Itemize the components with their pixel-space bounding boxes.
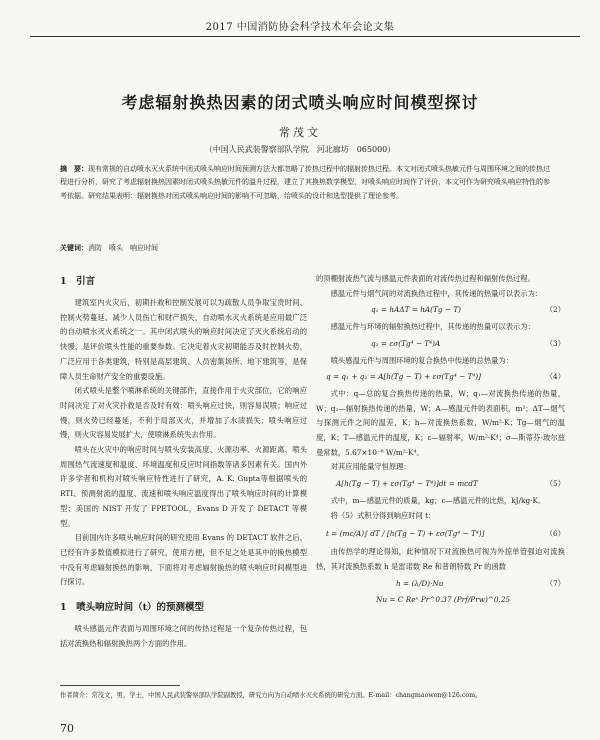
definitions-paragraph: 式中：q—总的复合换热传递的热量，W；q₁—对流换热传递的热量，W；q₂—辐射换热传递的热量，W；A—感温元件的表面积，m²；ΔT—烟气与探测元件之间的温差，K；h—对流换热系数，W/m²·K；Tg—烟气的温度，K；T—感温元件的温度，K；ε—辐射率，W/m²·K⁴；σ—斯蒂芬-玻尔兹曼常数，5.67×10⁻⁸ W/m²·K⁴。 (316, 388, 565, 457)
equation-text: h = (λ/D)·Nu (396, 578, 444, 588)
body-paragraph: 感温元件与烟气间的对流换热过程中，其传递的热量可以表示为： (330, 288, 543, 298)
section-heading-model: 1 喷头响应时间（t）的预测模型 (60, 602, 204, 614)
body-paragraph: 喷头感温元件与周围环境的复合换热中传递的总热量为： (330, 355, 514, 365)
equation-8 (316, 593, 565, 608)
body-paragraph: 感温元件与环境的辐射换热过程中，其传递的热量可以表示为： (330, 322, 535, 332)
equation-number: （7） (545, 578, 565, 588)
body-paragraph: 对其应用能量守恒原理： (330, 462, 411, 472)
section-heading-intro: 1 引言 (60, 276, 96, 287)
body-paragraph: 式中，m—感温元件的质量，kg；c—感温元件的比热，kJ/kg·K。 (330, 495, 546, 505)
intro-paragraph: 建筑室内火灾后，初期扑救和控制发展可以为疏散人员争取宝贵时间、控制火势蔓延、减少人员伤亡和财产损失，自动喷水灭火系统是应用最广泛的自动喷水灭火系统之一。其中闭式喷头的响应时间决定了灭火系统启动的快慢，是评价喷头性能的重要参数。它决定着火灾初期能否及时控制火势，广泛应用于各类建筑，特别是高层建筑、人员密集场所、地下建筑等，是保障人员生命财产安全的重要设施。 (60, 298, 307, 381)
equation-4 (316, 370, 565, 385)
left-column (60, 272, 307, 651)
running-header: 2017 中国消防协会科学技术年会论文集 (205, 22, 395, 33)
abstract (60, 162, 550, 203)
intro-paragraph: 喷头在火灾中的响应时间与喷头安装高度、火源功率、火源距离、喷头周围热气流速度和温度、环境温度和反应时间指数等诸多因素有关。国内外许多学者和机构对喷头响应特性进行了研究，A. K. Gupta等根据喷头的RTI、预测射流的温度、流速和喷头响应温度得出了喷头响应时间的计算模型；美国的 NIST 开发了 FPETOOL，Evans D 开发了 DETACT 等模型。 (60, 445, 307, 528)
intro-paragraph: 目前国内许多喷头响应时间的研究使用 Evans 的 DETACT 软件之后，已经有许多数值模拟进行了研究，使用方便，但不足之处是其中的换热模型中没有考虑辐射换热的影响，下面将对考虑辐射换热的喷头响应时间模型进行探讨。 (60, 533, 307, 587)
body-paragraph: 将（5）式积分得到响应时间 t： (330, 510, 436, 520)
right-column (316, 272, 565, 610)
abstract-label: 摘 要： (60, 164, 88, 173)
equation-number: （5） (545, 479, 565, 489)
body-paragraph: 的顶棚射流热气流与感温元件表面的对流传热过程和辐射传热过程。 (316, 274, 535, 283)
keywords-text: 消防 喷头 响应时间 (88, 244, 158, 252)
equation-text: q = q₁ + q₂ = A[h(Tg − T) + εσ(Tg⁴ − T⁴)] (326, 372, 481, 382)
abstract-text: 现有常规的自动喷水灭火系统中闭式喷头响应时间预测方法大都忽略了传热过程中的辐射传热过程。本文对闭式喷头热敏元件与周围环境之间的传热过程进行分析，研究了考虑辐射换热因素时闭式喷头热敏元件的温升过程，建立了其换热数学模型，对喷头响应时间作了评价，本文可作为研究喷头响应特性的参考依据。研究结果表明：辐射换热对闭式喷头响应时间的影响不可忽略，给喷头的设计和选型提供了理论参考。 (60, 165, 550, 200)
author-name: 常茂文 (279, 126, 321, 139)
equation-number: （2） (545, 305, 565, 315)
footnote-rule (60, 685, 180, 686)
keywords-label: 关键词： (60, 243, 88, 252)
header-rule (30, 36, 580, 37)
paper-title: 考虑辐射换热因素的闭式喷头响应时间模型探讨 (121, 93, 479, 112)
equation-number: （4） (545, 372, 565, 382)
equation-text: q₁ = hAΔT = hA(Tg − T) (371, 305, 462, 315)
equation-text: q₂ = εσ(Tg⁴ − T⁴)A (371, 338, 441, 348)
equation-5 (316, 477, 565, 492)
equation-number: （3） (545, 338, 565, 348)
equation-7 (316, 577, 565, 592)
equation-number: （6） (545, 529, 565, 539)
equation-text: t = (mc/A)∫ dT / [h(Tg − T) + εσ(Tg⁴ − T⁴)] (326, 529, 485, 539)
intro-paragraph: 闭式喷头是整个喷淋系统的关键部件，直接作用于火灾部位，它的响应时间决定了对火灾扑救是否及时有效：喷头响应过快，则容易误喷；响应过慢，则火势已经蔓延，不利于局部灭火，并增加了水渍损失；喷头响应过慢，则火灾容易发展扩大，使喷淋系统失去作用。 (60, 386, 307, 440)
body-paragraph: 由传热学的理论得知，此种情况下对流换热可视为外掠单管强迫对流换热，其对流换热系数 h 是雷诺数 Re 和普朗特数 Pr 的函数 (316, 547, 565, 571)
model-paragraph: 喷头感温元件表面与周围环境之间的传热过程是一个复杂传热过程，包括对流换热和辐射换热两个方面的作用。 (60, 624, 307, 648)
page-number: 70 (60, 722, 74, 735)
keywords (60, 243, 550, 253)
author-affiliation: （中国人民武装警察部队学院 河北廊坊 065000） (204, 145, 396, 154)
author-footnote: 作者简介：常茂文，男，学士，中国人民武装警察部队学院副教授，研究方向为自动喷水灭火系统的研究方面。E-mail：changmaowen@126.com。 (60, 692, 482, 699)
equation-text: Nu = C Reⁿ Pr^0.37 (Prf/Prw)^0.25 (376, 595, 511, 605)
equation-6 (316, 525, 565, 543)
equation-text: A[h(Tg − T) + εσ(Tg⁴ − T⁴)]dt = mcdT (336, 479, 478, 489)
equation-2 (316, 303, 565, 318)
equation-3 (316, 337, 565, 352)
